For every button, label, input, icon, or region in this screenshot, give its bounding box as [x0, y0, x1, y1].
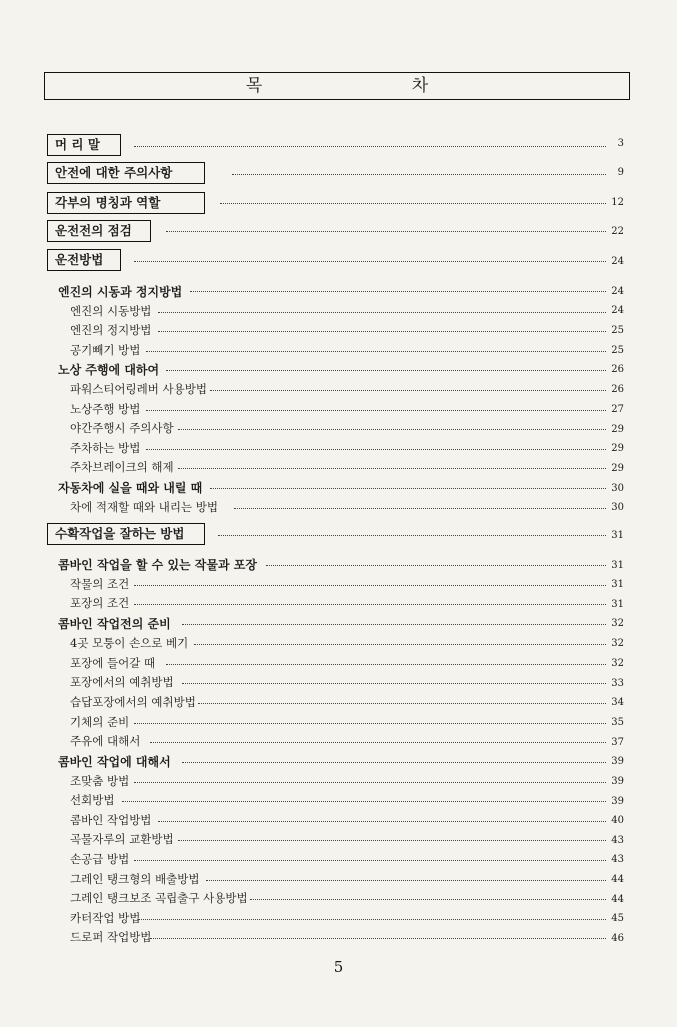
leader-dots [134, 850, 606, 861]
leader-dots [158, 321, 606, 332]
leader-dots [166, 221, 606, 232]
toc-item: 엔진의 시동방법 [70, 304, 152, 318]
page-ref: 31 [611, 530, 624, 541]
page-ref: 30 [611, 483, 624, 494]
chapter-safety: 안전에 대한 주의사항 [47, 162, 205, 184]
toc-item: 4곳 모퉁이 손으로 베기 [70, 636, 189, 650]
section-road: 노상 주행에 대하여 [58, 363, 160, 377]
page-ref: 26 [611, 384, 624, 395]
page-ref: 22 [611, 226, 624, 237]
page-ref: 43 [611, 854, 624, 865]
page-ref: 9 [617, 167, 624, 178]
leader-dots [190, 281, 606, 292]
leader-dots [210, 478, 606, 489]
leader-dots [250, 889, 606, 900]
leader-dots [266, 555, 606, 566]
toc-item: 차에 적재할 때와 내리는 방법 [70, 500, 218, 514]
leader-dots [134, 575, 606, 586]
page-ref: 39 [611, 796, 624, 807]
leader-dots [218, 525, 606, 536]
leader-dots [206, 870, 606, 881]
chapter-parts: 각부의 명칭과 역할 [47, 192, 205, 214]
leader-dots [134, 136, 606, 147]
page-ref: 24 [611, 286, 624, 297]
toc-item: 주차브레이크의 해제 [70, 460, 174, 474]
leader-dots [146, 341, 606, 352]
leader-dots [134, 713, 606, 724]
page-number: 5 [333, 958, 344, 976]
page-ref: 39 [611, 776, 624, 787]
toc-item: 포장의 조건 [70, 596, 130, 610]
page-ref: 45 [611, 913, 624, 924]
toc-item: 카터작업 방법 [70, 911, 141, 925]
section-combine-work: 콤바인 작업에 대해서 [58, 755, 171, 769]
section-loading: 자동차에 실을 때와 내릴 때 [58, 481, 203, 495]
page-ref: 29 [611, 443, 624, 454]
leader-dots [210, 380, 606, 391]
toc-item: 곡물자루의 교환방법 [70, 832, 174, 846]
page-ref: 31 [611, 579, 624, 590]
page-ref: 33 [611, 678, 624, 689]
toc-item: 엔진의 정지방법 [70, 323, 152, 337]
toc-item: 노상주행 방법 [70, 402, 141, 416]
toc-title: 목 차 [44, 72, 630, 100]
toc-item: 주차하는 방법 [70, 441, 141, 455]
page-ref: 37 [611, 737, 624, 748]
toc-item: 조맞춤 방법 [70, 774, 130, 788]
toc-item: 그레인 탱크보조 곡립출구 사용방법 [70, 891, 248, 905]
chapter-operation: 운전방법 [47, 249, 121, 271]
section-engine: 엔진의 시동과 정지방법 [58, 285, 183, 299]
page-ref: 3 [617, 138, 624, 149]
page-ref: 34 [611, 697, 624, 708]
toc-item: 포장에 들어갈 때 [70, 656, 156, 670]
page-ref: 40 [611, 815, 624, 826]
leader-dots [178, 830, 606, 841]
leader-dots [182, 614, 606, 625]
page-ref: 32 [611, 638, 624, 649]
page-ref: 29 [611, 424, 624, 435]
page-ref: 31 [611, 560, 624, 571]
leader-dots [194, 634, 606, 645]
leader-dots [166, 360, 606, 371]
leader-dots [138, 909, 606, 920]
chapter-harvest: 수확작업을 잘하는 방법 [47, 523, 205, 545]
leader-dots [166, 654, 606, 665]
toc-item: 포장에서의 예취방법 [70, 675, 174, 689]
leader-dots [232, 164, 606, 175]
toc-item: 그레인 탱크형의 배출방법 [70, 872, 200, 886]
toc-item: 드로퍼 작업방법 [70, 930, 152, 944]
toc-item: 주유에 대해서 [70, 734, 141, 748]
leader-dots [178, 458, 606, 469]
leader-dots [146, 400, 606, 411]
page-ref: 30 [611, 502, 624, 513]
leader-dots [134, 772, 606, 783]
leader-dots [158, 811, 606, 822]
leader-dots [182, 752, 606, 763]
leader-dots [122, 791, 606, 802]
leader-dots [158, 302, 606, 313]
toc-item: 콤바인 작업방법 [70, 813, 152, 827]
toc-item: 야간주행시 주의사항 [70, 421, 174, 435]
leader-dots [150, 732, 606, 743]
toc-item: 공기빼기 방법 [70, 343, 141, 357]
page-ref: 31 [611, 599, 624, 610]
chapter-preface: 머 리 말 [47, 134, 121, 156]
leader-dots [134, 594, 606, 605]
page-ref: 25 [611, 345, 624, 356]
page-ref: 24 [611, 256, 624, 267]
page-ref: 32 [611, 618, 624, 629]
page-ref: 26 [611, 364, 624, 375]
leader-dots [134, 251, 606, 262]
leader-dots [150, 928, 606, 939]
page-ref: 29 [611, 463, 624, 474]
page-ref: 32 [611, 658, 624, 669]
page-ref: 25 [611, 325, 624, 336]
toc-item: 습답포장에서의 예취방법 [70, 695, 196, 709]
leader-dots [146, 439, 606, 450]
toc-item: 기체의 준비 [70, 715, 130, 729]
toc-item: 파워스티어링레버 사용방법 [70, 382, 207, 396]
chapter-precheck: 운전전의 점검 [47, 220, 151, 242]
toc-item: 선회방법 [70, 793, 115, 807]
toc-item: 작물의 조건 [70, 577, 130, 591]
leader-dots [182, 673, 606, 684]
page-ref: 43 [611, 835, 624, 846]
section-crops: 콤바인 작업을 할 수 있는 작물과 포장 [58, 558, 257, 572]
toc-item: 손공급 방법 [70, 852, 130, 866]
leader-dots [220, 193, 606, 204]
page-ref: 35 [611, 717, 624, 728]
section-preparation: 콤바인 작업전의 준비 [58, 617, 171, 631]
page-ref: 27 [611, 404, 624, 415]
page-ref: 39 [611, 756, 624, 767]
page-ref: 46 [611, 933, 624, 944]
leader-dots [198, 693, 606, 704]
page-ref: 44 [611, 874, 624, 885]
leader-dots [178, 419, 606, 430]
page-ref: 24 [611, 305, 624, 316]
page-ref: 44 [611, 894, 624, 905]
leader-dots [234, 498, 606, 509]
page-ref: 12 [611, 197, 624, 208]
